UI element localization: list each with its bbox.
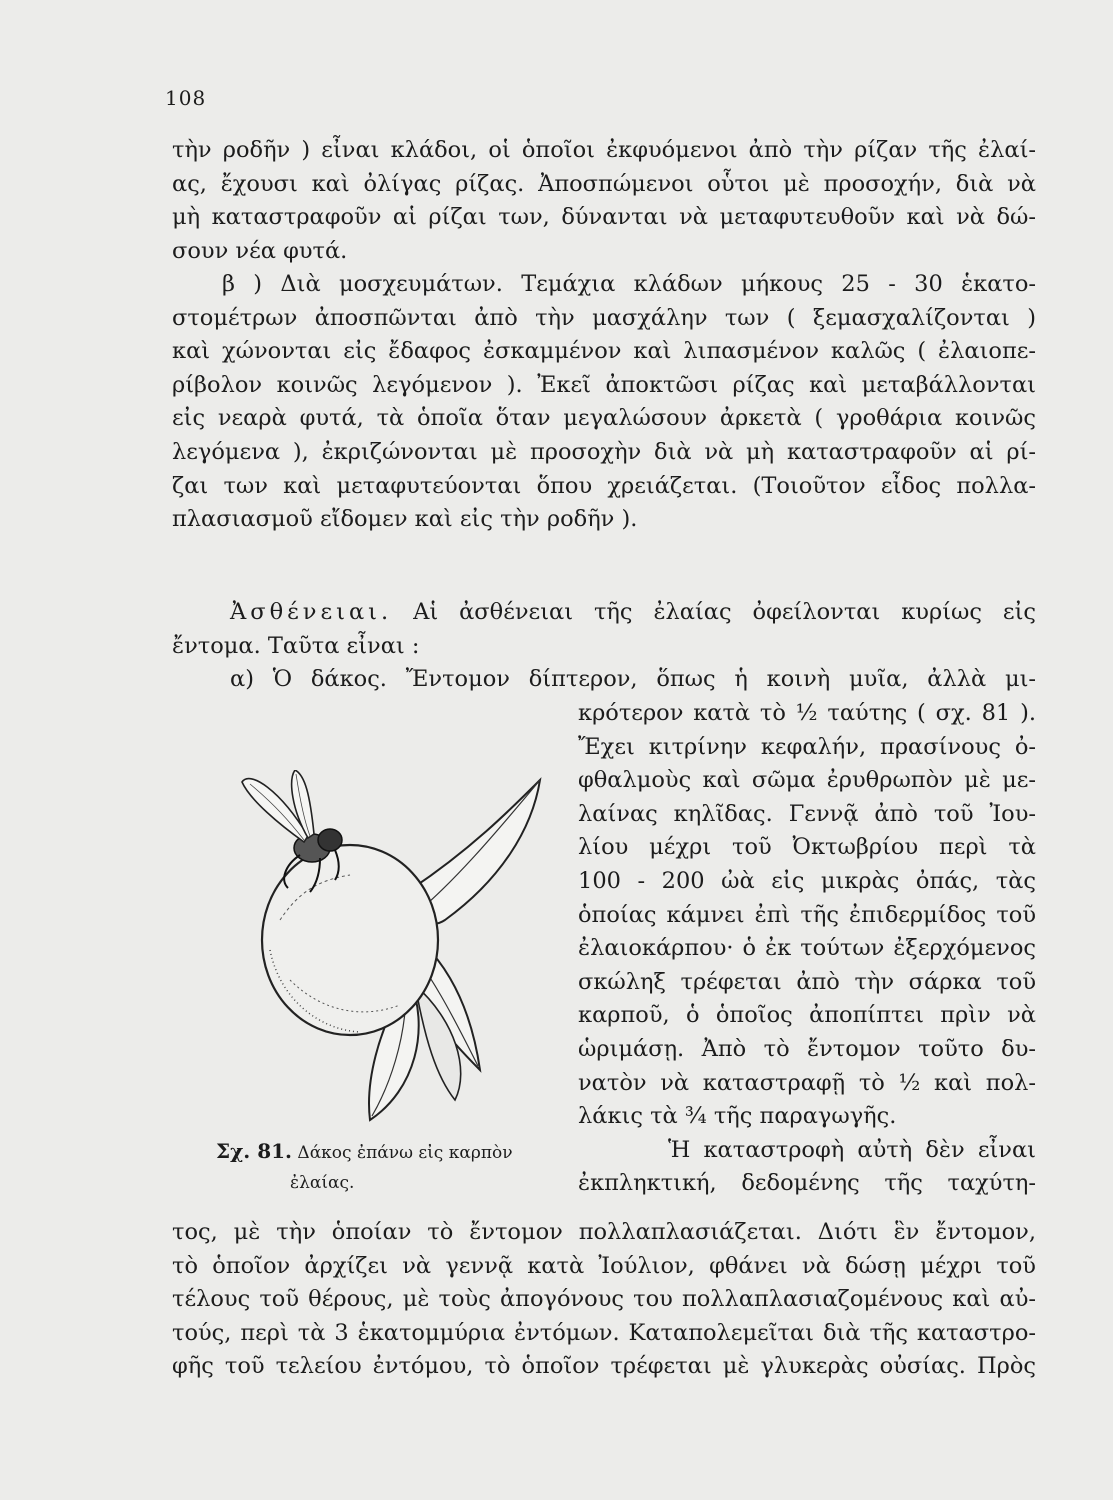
text-line: φθαλμοὺς καὶ σῶμα ἐρυθρωπὸν μὲ με- [578, 767, 1036, 794]
caption-line: ἐλαίας. [290, 1173, 355, 1193]
text-line: ὡριμάσῃ. Ἀπὸ τὸ ἔντομον τοῦτο δυ- [578, 1035, 1036, 1062]
text-line: νατὸν νὰ καταστραφῇ τὸ ½ καὶ πολ- [578, 1069, 1036, 1096]
top-paragraph [172, 134, 1036, 268]
text-line: ἔντομα. Ταῦτα εἶναι : [172, 632, 420, 659]
text-line: τὸ ὁποῖον ἀρχίζει νὰ γεννᾷ κατὰ Ἰούλιον, φθάνει νὰ δώσῃ μέχρι τοῦ [172, 1252, 1036, 1279]
caption-line [216, 1136, 513, 1168]
text-line: λεγόμενα ), ἐκριζώνονται μὲ προσοχὴν διὰ νὰ μὴ καταστραφοῦν αἱ ρί- [172, 438, 1036, 465]
text-line: ρίβολον κοινῶς λεγόμενον ). Ἐκεῖ ἀποκτῶσι ρίζας καὶ μεταβάλλονται [172, 371, 1036, 398]
text-line: σουν νέα φυτά. [172, 237, 348, 264]
text-line: λάκις τὰ ¾ τῆς παραγωγῆς. [578, 1103, 897, 1130]
text-line: Ἡ καταστροφὴ αὐτὴ δὲν εἶναι [668, 1136, 1036, 1163]
bottom-paragraph [172, 1216, 1036, 1384]
text-line: τὴν ροδῆν ) εἶναι κλάδοι, οἱ ὁποῖοι ἐκφυόμενοι ἀπὸ τὴν ρίζαν τῆς ἐλαί- [172, 137, 1036, 163]
text-line: τέλους τοῦ θέρους, μὲ τοὺς ἀπογόνους του πολλαπλασιαζομένους καὶ αὐ- [172, 1286, 1036, 1313]
text-line: λίου μέχρι τοῦ Ὀκτωβρίου περὶ τὰ [578, 834, 1036, 861]
text-line: ἐλαιοκάρπου· ὁ ἐκ τούτων ἐξερχόμενος [578, 935, 1036, 962]
text-line: κρότερον κατὰ τὸ ½ ταύτης ( σχ. 81 ). [578, 700, 1036, 726]
page-number: 108 [165, 86, 207, 110]
text-line [172, 596, 1036, 630]
caption-text: Δάκος ἐπάνω εἰς καρπὸν [297, 1143, 513, 1163]
text-line: μὴ καταστραφοῦν αἱ ρίζαι των, δύνανται νὰ μεταφυτευθοῦν καὶ νὰ δώ- [172, 204, 1036, 231]
text-line: ἐκπληκτική, δεδομένης τῆς ταχύτη- [578, 1170, 1036, 1197]
olive-fly-illustration [240, 770, 570, 1130]
text-span: Αἱ ἀσθένειαι τῆς ἐλαίας ὀφείλονται κυρίως εἰς [413, 599, 1036, 625]
text-line: 100 - 200 ὠὰ εἰς μικρὰς ὀπάς, τὰς [578, 867, 1036, 894]
text-line: α) Ὁ δάκος. Ἔντομον δίπτερον, ὅπως ἡ κοινὴ μυῖα, ἀλλὰ μι- [230, 666, 1036, 693]
text-line: στομέτρων ἀποσπῶνται ἀπὸ τὴν μασχάλην των ( ξεμασχαλίζονται ) [172, 304, 1036, 331]
text-line: καὶ χώνονται εἰς ἔδαφος ἐσκαμμένον καὶ λιπασμένον καλῶς ( ἐλαιοπε- [172, 338, 1036, 365]
text-line: ὁποίας κάμνει ἐπὶ τῆς ἐπιδερμίδος τοῦ [578, 901, 1036, 928]
text-line: πλασιασμοῦ εἴδομεν καὶ εἰς τὴν ροδῆν ). [172, 506, 638, 533]
diseases-section [172, 596, 1036, 697]
text-line: τούς, περὶ τὰ 3 ἑκατομμύρια ἐντόμων. Καταπολεμεῖται διὰ τῆς καταστρο- [172, 1319, 1036, 1346]
right-column [578, 697, 1036, 1201]
text-line: καρποῦ, ὁ ὁποῖος ἀποπίπτει πρὶν νὰ [578, 1002, 1036, 1029]
text-line: Ἔχει κιτρίνην κεφαλήν, πρασίνους ὀ- [578, 733, 1036, 760]
section-heading: Ἀσθένειαι. [230, 599, 393, 625]
text-line: εἰς νεαρὰ φυτά, τὰ ὁποῖα ὅταν μεγαλώσουν ἀρκετὰ ( γροθάρια κοινῶς [172, 405, 1036, 432]
text-line: ζαι των καὶ μεταφυτεύονται ὅπου χρειάζεται. (Τοιοῦτον εἶδος πολλα- [172, 472, 1036, 499]
text-line: β ) Διὰ μοσχευμάτων. Τεμάχια κλάδων μήκους 25 - 30 ἑκατο- [222, 271, 1036, 297]
text-line: λαίνας κηλῖδας. Γεννᾷ ἀπὸ τοῦ Ἰου- [578, 800, 1036, 827]
second-paragraph [172, 268, 1036, 537]
figure-number: Σχ. 81. [216, 1139, 293, 1163]
text-line: ας, ἔχουσι καὶ ὀλίγας ρίζας. Ἀποσπώμενοι οὗτοι μὲ προσοχήν, διὰ νὰ [172, 170, 1036, 197]
text-line: τος, μὲ τὴν ὁποίαν τὸ ἔντομον πολλαπλασιάζεται. Διότι ἓν ἔντομον, [172, 1219, 1036, 1245]
figure-caption [216, 1136, 513, 1198]
text-line: φῆς τοῦ τελείου ἐντόμου, τὸ ὁποῖον τρέφεται μὲ γλυκερὰς οὐσίας. Πρὸς [172, 1353, 1036, 1380]
text-line: σκώληξ τρέφεται ἀπὸ τὴν σάρκα τοῦ [578, 968, 1036, 995]
